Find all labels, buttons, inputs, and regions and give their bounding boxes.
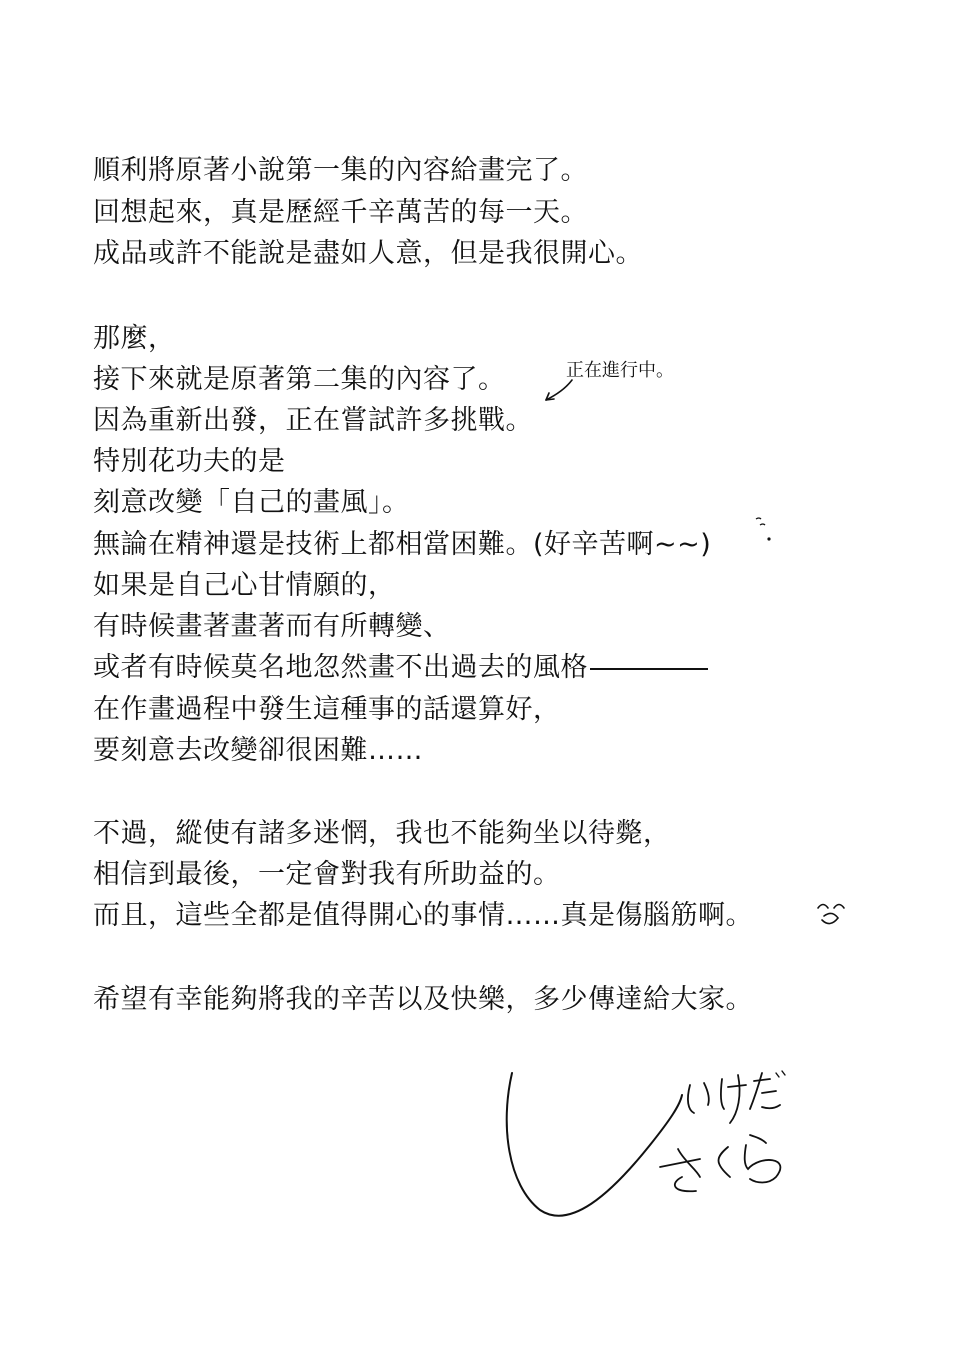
text-line: 接下來就是原著第二集的內容了。 — [93, 364, 506, 395]
doodle-face-icon — [814, 898, 854, 932]
text-line: 或者有時候莫名地忽然畫不出過去的風格 — [93, 652, 588, 683]
long-dash — [590, 668, 708, 670]
text-line: 希望有幸能夠將我的辛苦以及快樂，多少傳達給大家。 — [93, 984, 753, 1015]
text-line: 有時候畫著畫著而有所轉變、 — [93, 611, 451, 642]
text-line: 如果是自己心甘情願的， — [93, 570, 396, 601]
text-line: 無論在精神還是技術上都相當困難。(好辛苦啊~~) — [93, 529, 712, 560]
text-line: 回想起來，真是歷經千辛萬苦的每一天。 — [93, 197, 588, 228]
text-line-with-dash — [93, 652, 708, 684]
text-line: 特別花功夫的是 — [93, 446, 286, 477]
annotation-note: 正在進行中。 — [566, 360, 674, 381]
text-line: 要刻意去改變卻很困難…… — [93, 735, 423, 766]
text-line: 刻意改變「自己的畫風」。 — [93, 487, 410, 518]
text-line: 相信到最後，一定會對我有所助益的。 — [93, 859, 561, 890]
signature-image — [500, 1065, 800, 1225]
annotation-arrow-icon — [540, 378, 580, 408]
text-line: 順利將原著小說第一集的內容給畫完了。 — [93, 155, 588, 186]
text-line: 而且，這些全都是值得開心的事情……真是傷腦筋啊。 — [93, 900, 753, 931]
text-line: 那麼， — [93, 323, 176, 354]
text-line: 成品或許不能說是盡如人意，但是我很開心。 — [93, 238, 643, 269]
text-line: 因為重新出發，正在嘗試許多挑戰。 — [93, 405, 533, 436]
text-line: 在作畫過程中發生這種事的話還算好， — [93, 694, 561, 725]
sweat-marks-icon — [752, 515, 776, 545]
text-line: 不過，縱使有諸多迷惘，我也不能夠坐以待斃， — [93, 818, 671, 849]
